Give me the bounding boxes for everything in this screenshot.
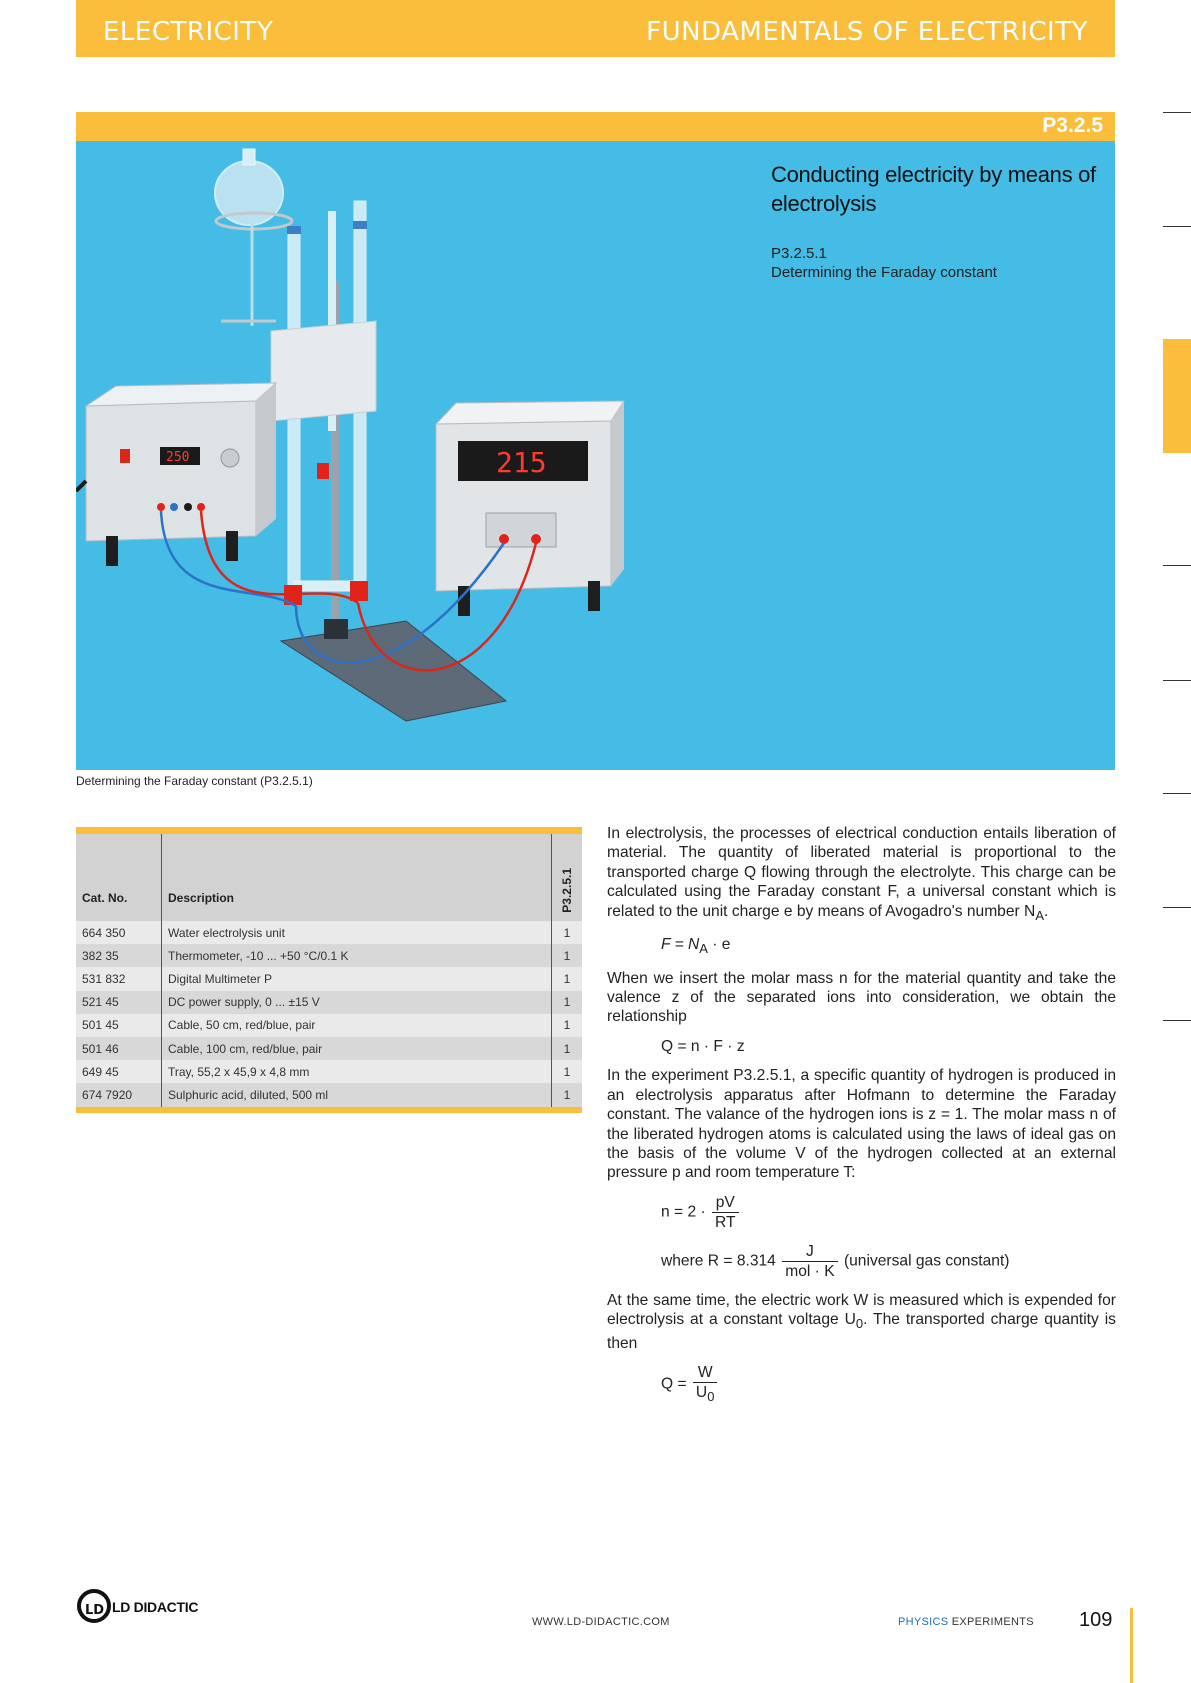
table-row xyxy=(76,1037,582,1060)
description: Sulphuric acid, diluted, 500 ml xyxy=(162,1083,552,1106)
description: Thermometer, -10 ... +50 °C/0.1 K xyxy=(162,944,552,967)
description: Cable, 100 cm, red/blue, pair xyxy=(162,1037,552,1060)
section-title: FUNDAMENTALS OF ELECTRICITY xyxy=(646,17,1088,47)
cat-number: 501 46 xyxy=(76,1037,162,1060)
formula-gas-constant: where R = 8.314 $\frac{J}{\text{mol · K}}$ (universal gas constant) xyxy=(661,1242,1010,1280)
table-row xyxy=(76,967,582,990)
tab-divider xyxy=(1163,226,1191,227)
description: Water electrolysis unit xyxy=(162,921,552,944)
quantity: 1 xyxy=(552,1060,583,1083)
experiment-column-label: P3.2.5.1 xyxy=(560,868,574,913)
power-supply-display: 250 xyxy=(166,450,190,465)
ld-didactic-logo xyxy=(76,1586,199,1626)
cat-number: 382 35 xyxy=(76,944,162,967)
column-header-description: Description xyxy=(162,834,552,921)
footer-category: PHYSICS EXPERIMENTS xyxy=(898,1616,1034,1628)
page-edge-rule xyxy=(1130,1608,1133,1683)
chapter-title: ELECTRICITY xyxy=(103,17,274,47)
paragraph-experiment: In the experiment P3.2.5.1, a specific quantity of hydrogen is produced in an electrolysis apparatus after Hofmann to determine the Faraday constant. The valance of the hydrogen ions is z = 1. The molar mass n of the liberated hydrogen atoms is calculated using the laws of ideal gas on the basis of the volume V of the hydrogen collected at an external pressure p and room temperature T: xyxy=(607,1067,1116,1182)
description: DC power supply, 0 ... ±15 V xyxy=(162,991,552,1014)
equipment-rows xyxy=(76,921,582,1107)
quantity: 1 xyxy=(552,991,583,1014)
table-top-rule xyxy=(76,827,582,834)
tab-divider xyxy=(1163,793,1191,794)
table-row xyxy=(76,1014,582,1037)
tab-divider xyxy=(1163,680,1191,681)
section-code: P3.2.5 xyxy=(1042,114,1103,137)
active-chapter-tab xyxy=(1163,339,1191,453)
quantity: 1 xyxy=(552,1014,583,1037)
cat-number: 674 7920 xyxy=(76,1083,162,1106)
formula-charge: Q = n · F · z xyxy=(661,1037,745,1055)
logo-mark xyxy=(76,1586,112,1626)
experiment-title: Conducting electricity by means of electrolysis xyxy=(771,162,1096,216)
figure-caption: Determining the Faraday constant (P3.2.5.1) xyxy=(76,774,313,788)
description: Cable, 50 cm, red/blue, pair xyxy=(162,1014,552,1037)
paragraph-intro: In electrolysis, the processes of electrical conduction entails liberation of material. The quantity of liberated material is proportional to the transported charge Q flowing through the electrolyte. This charge can be calculated using the Faraday constant F, a universal constant which is related to the unit charge e by means of Avogadro's number $N_A$. xyxy=(607,825,1116,923)
table-row xyxy=(76,944,582,967)
tab-divider xyxy=(1163,907,1191,908)
cat-number: 521 45 xyxy=(76,991,162,1014)
chapter-tabs xyxy=(1163,0,1191,1683)
header-bar xyxy=(76,0,1115,57)
quantity: 1 xyxy=(552,1083,583,1106)
quantity: 1 xyxy=(552,1037,583,1060)
tab-divider xyxy=(1163,112,1191,113)
formula-molar-mass: n = 2 · $\frac{pV}{RT}$ xyxy=(661,1193,1116,1232)
column-header-cat: Cat. No. xyxy=(76,834,162,921)
quantity: 1 xyxy=(552,967,583,990)
quantity: 1 xyxy=(552,921,583,944)
tab-divider xyxy=(1163,1020,1191,1021)
description: Digital Multimeter P xyxy=(162,967,552,990)
table-row xyxy=(76,1060,582,1083)
svg-text:LD: LD xyxy=(85,1603,105,1618)
cat-number: 501 45 xyxy=(76,1014,162,1037)
body-text xyxy=(607,824,1116,1416)
paragraph-work: At the same time, the electric work W is measured which is expended for electrolysis at a constant voltage $U_0$. The transported charge quantity is then xyxy=(607,1291,1116,1352)
tab-divider xyxy=(1163,565,1191,566)
experiment-code: P3.2.5.1 xyxy=(771,245,827,262)
column-header-experiment xyxy=(552,834,583,921)
equipment-list xyxy=(76,834,582,1107)
quantity: 1 xyxy=(552,944,583,967)
apparatus-photo xyxy=(76,141,1115,770)
table-row xyxy=(76,991,582,1014)
experiment-name: Determining the Faraday constant xyxy=(771,264,997,281)
cat-number: 664 350 xyxy=(76,921,162,944)
equipment-table xyxy=(76,827,582,1113)
formula-faraday: $F = N_A \cdot e$ xyxy=(661,936,731,957)
cat-number: 531 832 xyxy=(76,967,162,990)
description: Tray, 55,2 x 45,9 x 4,8 mm xyxy=(162,1060,552,1083)
logo-text: LD DIDACTIC xyxy=(112,1599,199,1615)
page-number: 109 xyxy=(1079,1609,1113,1631)
section-code-bar xyxy=(76,112,1115,141)
formula-charge-from-work: Q = $\frac{W}{U_0}$ xyxy=(661,1363,1116,1406)
footer-url[interactable]: WWW.LD-DIDACTIC.COM xyxy=(532,1616,670,1628)
table-bottom-rule xyxy=(76,1107,582,1113)
table-row xyxy=(76,1083,582,1106)
multimeter-display: 215 xyxy=(496,446,547,479)
table-row xyxy=(76,921,582,944)
cat-number: 649 45 xyxy=(76,1060,162,1083)
apparatus-illustration xyxy=(76,141,1115,770)
paragraph-valence: When we insert the molar mass n for the material quantity and take the valence z of the separated ions into consideration, we obtain the relationship xyxy=(607,969,1116,1026)
